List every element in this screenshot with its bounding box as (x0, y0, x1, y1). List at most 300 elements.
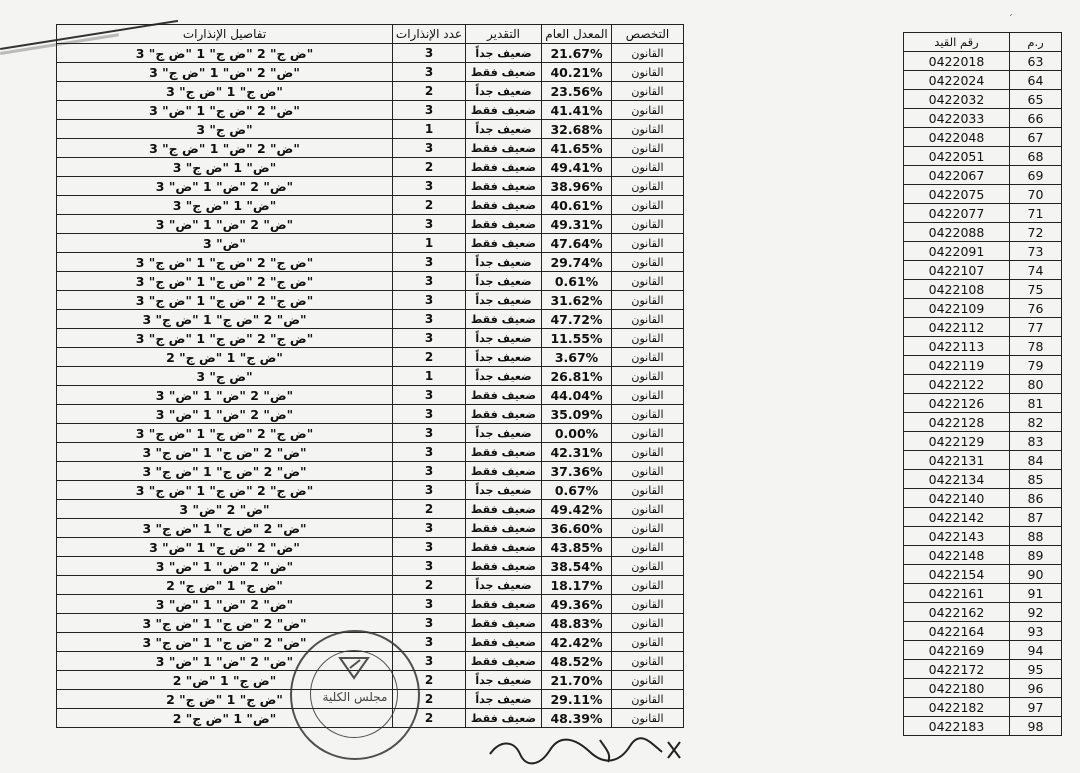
warning-count-cell: 3 (393, 44, 466, 63)
registration-id-cell: 0422077 (904, 204, 1010, 223)
serial-number-cell: 86 (1010, 489, 1062, 508)
serial-number-cell: 84 (1010, 451, 1062, 470)
warning-details-cell: "ض" 2 "ض" 1 "ض" 3 (57, 595, 393, 614)
serial-number-cell: 74 (1010, 261, 1062, 280)
warning-details-cell: "ض ج" 3 (57, 367, 393, 386)
table-row (904, 394, 1062, 413)
header-count: عدد الإنذارات (393, 25, 466, 44)
warning-details-cell: "ض" 2 "ض ج" 1 "ض ج" 3 (57, 519, 393, 538)
registration-id-cell: 0422048 (904, 128, 1010, 147)
registration-id-cell: 0422122 (904, 375, 1010, 394)
registration-id-cell: 0422172 (904, 660, 1010, 679)
grade-cell: ضعيف جداً (466, 253, 542, 272)
table-row (57, 44, 684, 63)
serial-number-cell: 67 (1010, 128, 1062, 147)
grade-cell: ضعيف فقط (466, 196, 542, 215)
table-row (57, 253, 684, 272)
average-cell: 47.72% (542, 310, 612, 329)
average-cell: 11.55% (542, 329, 612, 348)
registration-id-cell: 0422032 (904, 90, 1010, 109)
serial-number-cell: 98 (1010, 717, 1062, 736)
warnings-table (56, 24, 684, 728)
average-cell: 32.68% (542, 120, 612, 139)
average-cell: 37.36% (542, 462, 612, 481)
table-row (904, 413, 1062, 432)
table-row (904, 660, 1062, 679)
specialty-cell: القانون (612, 576, 684, 595)
serial-number-cell: 75 (1010, 280, 1062, 299)
grade-cell: ضعيف فقط (466, 538, 542, 557)
table-row (57, 82, 684, 101)
table-row (57, 557, 684, 576)
average-cell: 44.04% (542, 386, 612, 405)
warning-count-cell: 2 (393, 690, 466, 709)
average-cell: 35.09% (542, 405, 612, 424)
registration-id-cell: 0422162 (904, 603, 1010, 622)
grade-cell: ضعيف جداً (466, 576, 542, 595)
warning-count-cell: 3 (393, 63, 466, 82)
table-row (57, 177, 684, 196)
warning-details-cell: "ض ج" 1 "ض" 2 (57, 671, 393, 690)
specialty-cell: القانون (612, 348, 684, 367)
average-cell: 3.67% (542, 348, 612, 367)
warning-details-cell: "ض ج" 2 "ض ج" 1 "ض ج" 3 (57, 291, 393, 310)
serial-number-cell: 94 (1010, 641, 1062, 660)
specialty-cell: القانون (612, 519, 684, 538)
average-cell: 41.41% (542, 101, 612, 120)
table-row (904, 508, 1062, 527)
average-cell: 49.42% (542, 500, 612, 519)
registration-id-cell: 0422088 (904, 223, 1010, 242)
table-row (57, 367, 684, 386)
average-cell: 49.31% (542, 215, 612, 234)
specialty-cell: القانون (612, 310, 684, 329)
warnings-table-header (57, 25, 684, 44)
header-specialty: التخصص (612, 25, 684, 44)
specialty-cell: القانون (612, 633, 684, 652)
specialty-cell: القانون (612, 215, 684, 234)
signature-date-scribble (480, 732, 700, 772)
table-row (904, 470, 1062, 489)
average-cell: 29.74% (542, 253, 612, 272)
warning-count-cell: 3 (393, 519, 466, 538)
warning-count-cell: 3 (393, 291, 466, 310)
average-cell: 36.60% (542, 519, 612, 538)
warning-count-cell: 3 (393, 557, 466, 576)
grade-cell: ضعيف فقط (466, 234, 542, 253)
warning-count-cell: 3 (393, 139, 466, 158)
warning-count-cell: 1 (393, 367, 466, 386)
warning-details-cell: "ض ج" 1 "ض ج" 2 (57, 576, 393, 595)
specialty-cell: القانون (612, 44, 684, 63)
warning-count-cell: 3 (393, 272, 466, 291)
warning-details-cell: "ض" 2 "ض" 1 "ض" 3 (57, 652, 393, 671)
registration-id-cell: 0422067 (904, 166, 1010, 185)
warning-details-cell: "ض ج" 2 "ض ج" 1 "ض ج" 3 (57, 481, 393, 500)
grade-cell: ضعيف فقط (466, 215, 542, 234)
warning-details-cell: "ض" 2 "ض" 1 "ض ج" 3 (57, 63, 393, 82)
warning-details-cell: "ض" 1 "ض ج" 3 (57, 158, 393, 177)
scan-mark: ˊ (1008, 14, 1013, 25)
table-row (57, 101, 684, 120)
average-cell: 0.67% (542, 481, 612, 500)
warning-details-cell: "ض ج" 2 "ض ج" 1 "ض ج" 3 (57, 253, 393, 272)
table-row (904, 527, 1062, 546)
specialty-cell: القانون (612, 500, 684, 519)
average-cell: 26.81% (542, 367, 612, 386)
registration-id-cell: 0422051 (904, 147, 1010, 166)
table-row (904, 147, 1062, 166)
serial-number-cell: 72 (1010, 223, 1062, 242)
specialty-cell: القانون (612, 614, 684, 633)
grade-cell: ضعيف فقط (466, 462, 542, 481)
serial-number-cell: 64 (1010, 71, 1062, 90)
table-row (904, 280, 1062, 299)
table-row (904, 641, 1062, 660)
warning-count-cell: 3 (393, 215, 466, 234)
registration-table (903, 32, 1062, 736)
registration-id-cell: 0422164 (904, 622, 1010, 641)
average-cell: 38.96% (542, 177, 612, 196)
serial-number-cell: 69 (1010, 166, 1062, 185)
table-row (57, 196, 684, 215)
average-cell: 49.36% (542, 595, 612, 614)
grade-cell: ضعيف فقط (466, 63, 542, 82)
average-cell: 21.67% (542, 44, 612, 63)
grade-cell: ضعيف فقط (466, 519, 542, 538)
average-cell: 18.17% (542, 576, 612, 595)
warning-count-cell: 3 (393, 177, 466, 196)
specialty-cell: القانون (612, 272, 684, 291)
grade-cell: ضعيف جداً (466, 329, 542, 348)
grade-cell: ضعيف فقط (466, 139, 542, 158)
registration-id-cell: 0422154 (904, 565, 1010, 584)
table-row (904, 185, 1062, 204)
grade-cell: ضعيف جداً (466, 481, 542, 500)
table-row (57, 63, 684, 82)
average-cell: 43.85% (542, 538, 612, 557)
table-row (904, 565, 1062, 584)
warning-count-cell: 3 (393, 481, 466, 500)
warning-details-cell: "ض" 2 "ض" 1 "ض" 3 (57, 557, 393, 576)
warning-count-cell: 2 (393, 671, 466, 690)
warning-details-cell: "ض" 2 "ض" 1 "ض" 3 (57, 386, 393, 405)
grade-cell: ضعيف جداً (466, 82, 542, 101)
average-cell: 29.11% (542, 690, 612, 709)
specialty-cell: القانون (612, 234, 684, 253)
warning-count-cell: 3 (393, 424, 466, 443)
header-serial-number: ر.م (1010, 33, 1062, 52)
grade-cell: ضعيف فقط (466, 557, 542, 576)
table-row (57, 158, 684, 177)
table-row (904, 546, 1062, 565)
specialty-cell: القانون (612, 158, 684, 177)
official-stamp (290, 630, 420, 760)
warning-count-cell: 2 (393, 576, 466, 595)
registration-id-cell: 0422091 (904, 242, 1010, 261)
serial-number-cell: 97 (1010, 698, 1062, 717)
grade-cell: ضعيف فقط (466, 443, 542, 462)
grade-cell: ضعيف جداً (466, 671, 542, 690)
table-row (904, 698, 1062, 717)
warning-details-cell: "ض ج" 1 "ض ج" 2 (57, 348, 393, 367)
warning-count-cell: 3 (393, 310, 466, 329)
warning-details-cell: "ض ج" 1 "ض ج" 3 (57, 82, 393, 101)
table-row (904, 52, 1062, 71)
specialty-cell: القانون (612, 690, 684, 709)
warning-details-cell: "ض ج" 2 "ض ج" 1 "ض ج" 3 (57, 272, 393, 291)
grade-cell: ضعيف فقط (466, 633, 542, 652)
specialty-cell: القانون (612, 120, 684, 139)
table-row (57, 405, 684, 424)
warning-count-cell: 1 (393, 120, 466, 139)
registration-id-cell: 0422129 (904, 432, 1010, 451)
table-row (904, 375, 1062, 394)
average-cell: 42.31% (542, 443, 612, 462)
table-row (57, 120, 684, 139)
header-grade: التقدير (466, 25, 542, 44)
warning-details-cell: "ض" 2 "ض ج" 1 "ض ج" 3 (57, 633, 393, 652)
average-cell: 48.52% (542, 652, 612, 671)
average-cell: 42.42% (542, 633, 612, 652)
table-row (904, 261, 1062, 280)
grade-cell: ضعيف جداً (466, 690, 542, 709)
serial-number-cell: 91 (1010, 584, 1062, 603)
grade-cell: ضعيف فقط (466, 405, 542, 424)
average-cell: 31.62% (542, 291, 612, 310)
serial-number-cell: 87 (1010, 508, 1062, 527)
grade-cell: ضعيف فقط (466, 614, 542, 633)
table-row (57, 462, 684, 481)
registration-id-cell: 0422128 (904, 413, 1010, 432)
table-row (57, 519, 684, 538)
specialty-cell: القانون (612, 177, 684, 196)
serial-number-cell: 96 (1010, 679, 1062, 698)
serial-number-cell: 92 (1010, 603, 1062, 622)
serial-number-cell: 83 (1010, 432, 1062, 451)
serial-number-cell: 82 (1010, 413, 1062, 432)
grade-cell: ضعيف فقط (466, 158, 542, 177)
warning-count-cell: 3 (393, 595, 466, 614)
warning-details-cell: "ض" 2 "ض ج" 1 "ض ج" 3 (57, 310, 393, 329)
table-row (57, 500, 684, 519)
warning-details-cell: "ض" 2 "ض ج" 1 "ض ج" 3 (57, 614, 393, 633)
warning-count-cell: 3 (393, 443, 466, 462)
table-row (904, 90, 1062, 109)
warning-count-cell: 3 (393, 633, 466, 652)
warning-count-cell: 3 (393, 538, 466, 557)
table-row (57, 443, 684, 462)
serial-number-cell: 70 (1010, 185, 1062, 204)
serial-number-cell: 79 (1010, 356, 1062, 375)
serial-number-cell: 81 (1010, 394, 1062, 413)
serial-number-cell: 66 (1010, 109, 1062, 128)
grade-cell: ضعيف فقط (466, 101, 542, 120)
warning-details-cell: "ض" 1 "ض ج" 2 (57, 709, 393, 728)
specialty-cell: القانون (612, 82, 684, 101)
table-row (904, 204, 1062, 223)
specialty-cell: القانون (612, 481, 684, 500)
warnings-table-body (57, 44, 684, 728)
warning-count-cell: 3 (393, 405, 466, 424)
registration-id-cell: 0422148 (904, 546, 1010, 565)
table-row (904, 451, 1062, 470)
grade-cell: ضعيف جداً (466, 44, 542, 63)
specialty-cell: القانون (612, 329, 684, 348)
grade-cell: ضعيف فقط (466, 709, 542, 728)
table-row (904, 356, 1062, 375)
warning-count-cell: 3 (393, 652, 466, 671)
average-cell: 47.64% (542, 234, 612, 253)
serial-number-cell: 89 (1010, 546, 1062, 565)
table-row (904, 318, 1062, 337)
serial-number-cell: 78 (1010, 337, 1062, 356)
warning-details-cell: "ض" 2 "ض ج" 1 "ض ج" 3 (57, 462, 393, 481)
average-cell: 40.21% (542, 63, 612, 82)
warning-count-cell: 3 (393, 329, 466, 348)
table-row (904, 489, 1062, 508)
warning-count-cell: 2 (393, 709, 466, 728)
registration-id-cell: 0422180 (904, 679, 1010, 698)
average-cell: 40.61% (542, 196, 612, 215)
serial-number-cell: 90 (1010, 565, 1062, 584)
average-cell: 23.56% (542, 82, 612, 101)
average-cell: 41.65% (542, 139, 612, 158)
registration-id-cell: 0422182 (904, 698, 1010, 717)
warning-count-cell: 3 (393, 386, 466, 405)
table-row (904, 242, 1062, 261)
table-row (904, 109, 1062, 128)
grade-cell: ضعيف فقط (466, 652, 542, 671)
serial-number-cell: 68 (1010, 147, 1062, 166)
specialty-cell: القانون (612, 443, 684, 462)
warning-count-cell: 2 (393, 196, 466, 215)
specialty-cell: القانون (612, 367, 684, 386)
registration-id-cell: 0422131 (904, 451, 1010, 470)
table-row (57, 291, 684, 310)
grade-cell: ضعيف فقط (466, 310, 542, 329)
specialty-cell: القانون (612, 101, 684, 120)
specialty-cell: القانون (612, 462, 684, 481)
serial-number-cell: 85 (1010, 470, 1062, 489)
stamp-center-text: مجلس الكلية (322, 690, 388, 704)
warning-details-cell: "ض ج" 3 (57, 120, 393, 139)
warning-details-cell: "ض ج" 1 "ض ج" 2 (57, 690, 393, 709)
registration-id-cell: 0422143 (904, 527, 1010, 546)
warning-count-cell: 1 (393, 234, 466, 253)
table-row (57, 272, 684, 291)
serial-number-cell: 71 (1010, 204, 1062, 223)
grade-cell: ضعيف فقط (466, 500, 542, 519)
average-cell: 21.70% (542, 671, 612, 690)
specialty-cell: القانون (612, 386, 684, 405)
specialty-cell: القانون (612, 652, 684, 671)
grade-cell: ضعيف جداً (466, 291, 542, 310)
average-cell: 0.00% (542, 424, 612, 443)
specialty-cell: القانون (612, 196, 684, 215)
grade-cell: ضعيف جداً (466, 120, 542, 139)
table-row (904, 717, 1062, 736)
warning-details-cell: "ض" 2 "ض" 1 "ض" 3 (57, 215, 393, 234)
warning-details-cell: "ض" 2 "ض" 3 (57, 500, 393, 519)
grade-cell: ضعيف فقط (466, 177, 542, 196)
registration-id-cell: 0422169 (904, 641, 1010, 660)
table-row (57, 481, 684, 500)
warning-details-cell: "ض" 2 "ض" 1 "ض" 3 (57, 177, 393, 196)
table-row (57, 595, 684, 614)
warning-count-cell: 2 (393, 500, 466, 519)
average-cell: 38.54% (542, 557, 612, 576)
registration-id-cell: 0422183 (904, 717, 1010, 736)
table-row (57, 386, 684, 405)
specialty-cell: القانون (612, 671, 684, 690)
serial-number-cell: 93 (1010, 622, 1062, 641)
specialty-cell: القانون (612, 139, 684, 158)
registration-id-cell: 0422142 (904, 508, 1010, 527)
warning-details-cell: "ض ج" 2 "ض ج" 1 "ض ج" 3 (57, 329, 393, 348)
warning-count-cell: 3 (393, 101, 466, 120)
registration-id-cell: 0422024 (904, 71, 1010, 90)
table-row (904, 128, 1062, 147)
header-details: تفاصيل الإنذارات (57, 25, 393, 44)
warning-details-cell: "ض" 2 "ض" 1 "ض" 3 (57, 405, 393, 424)
average-cell: 0.61% (542, 272, 612, 291)
warning-details-cell: "ض" 2 "ض ج" 1 "ض" 3 (57, 101, 393, 120)
specialty-cell: القانون (612, 253, 684, 272)
table-row (57, 576, 684, 595)
warning-count-cell: 3 (393, 614, 466, 633)
grade-cell: ضعيف فقط (466, 595, 542, 614)
specialty-cell: القانون (612, 709, 684, 728)
warning-details-cell: "ض" 2 "ض" 1 "ض ج" 3 (57, 139, 393, 158)
warning-count-cell: 3 (393, 253, 466, 272)
table-row (904, 166, 1062, 185)
serial-number-cell: 73 (1010, 242, 1062, 261)
warning-details-cell: "ض ج" 2 "ض ج" 1 "ض ج" 3 (57, 44, 393, 63)
registration-id-cell: 0422161 (904, 584, 1010, 603)
table-row (57, 310, 684, 329)
specialty-cell: القانون (612, 424, 684, 443)
warning-details-cell: "ض" 2 "ض ج" 1 "ض ج" 3 (57, 443, 393, 462)
header-average: المعدل العام (542, 25, 612, 44)
table-row (57, 329, 684, 348)
table-row (904, 223, 1062, 242)
specialty-cell: القانون (612, 291, 684, 310)
warning-count-cell: 2 (393, 82, 466, 101)
registration-id-cell: 0422126 (904, 394, 1010, 413)
grade-cell: ضعيف جداً (466, 367, 542, 386)
warning-count-cell: 2 (393, 348, 466, 367)
table-row (904, 622, 1062, 641)
serial-number-cell: 63 (1010, 52, 1062, 71)
specialty-cell: القانون (612, 557, 684, 576)
table-row (904, 299, 1062, 318)
grade-cell: ضعيف جداً (466, 348, 542, 367)
warning-details-cell: "ض" 2 "ض ج" 1 "ض" 3 (57, 538, 393, 557)
serial-number-cell: 76 (1010, 299, 1062, 318)
grade-cell: ضعيف جداً (466, 424, 542, 443)
warning-details-cell: "ض" 1 "ض ج" 3 (57, 196, 393, 215)
table-row (57, 538, 684, 557)
table-row (57, 348, 684, 367)
average-cell: 48.39% (542, 709, 612, 728)
table-row (904, 584, 1062, 603)
registration-id-cell: 0422140 (904, 489, 1010, 508)
specialty-cell: القانون (612, 595, 684, 614)
table-row (904, 679, 1062, 698)
table-row (904, 71, 1062, 90)
specialty-cell: القانون (612, 538, 684, 557)
